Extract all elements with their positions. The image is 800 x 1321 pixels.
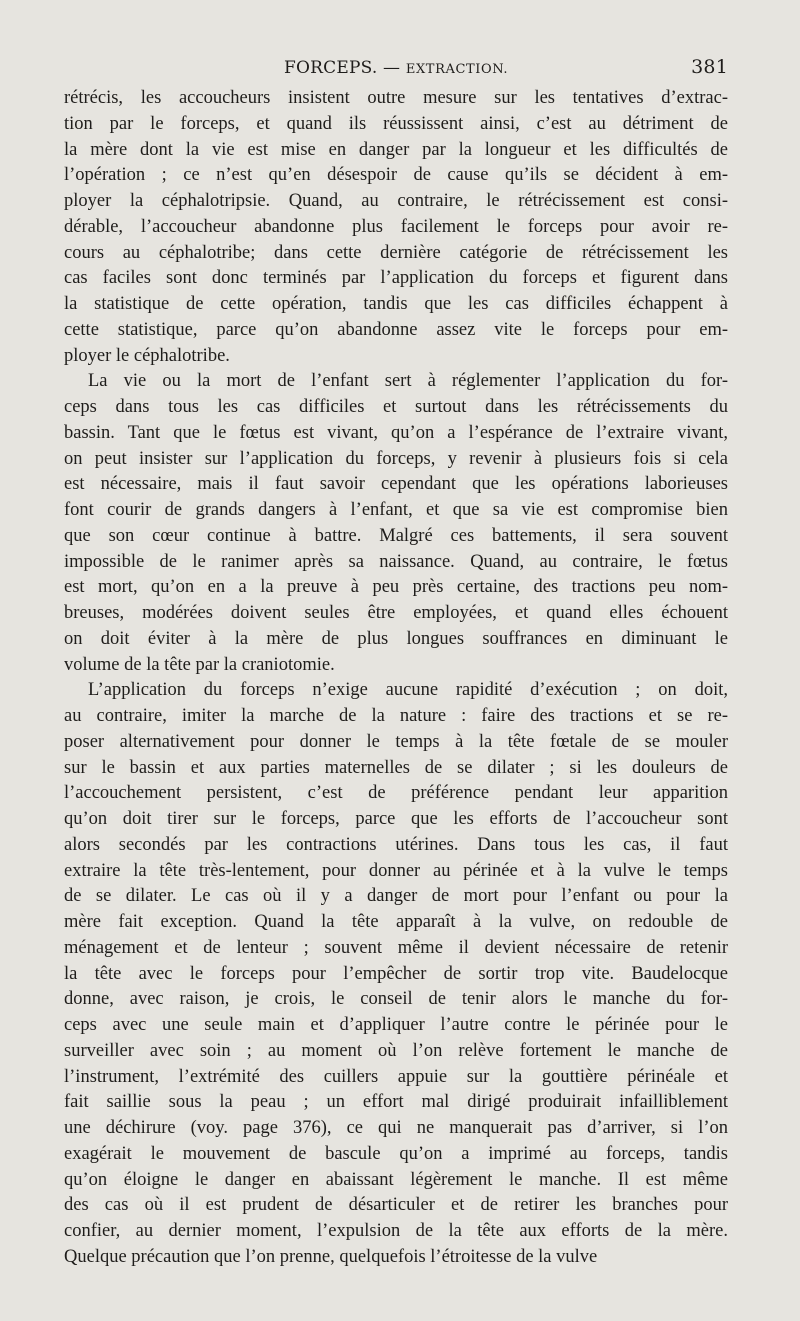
text-line: ployer la céphalotripsie. Quand, au contraire, le rétrécissement est consi- (64, 191, 728, 211)
text-line: tion par le forceps, et quand ils réussissent ainsi, c’est au détriment de (64, 113, 728, 134)
text-line: est nécessaire, mais il faut savoir cependant que les opérations laborieuses (64, 474, 728, 495)
text-line: font courir de grands dangers à l’enfant, et que sa vie est compromise bien (64, 500, 728, 520)
text-line: Quelque précaution que l’on prenne, quelquefois l’étroitesse de la vulve (64, 1246, 598, 1267)
running-title-sub: EXTRACTION. (405, 62, 509, 77)
text-line: impossible de le ranimer après sa naissance. Quand, au contraire, le fœtus (64, 551, 728, 572)
text-line: dérable, l’accoucheur abandonne plus facilement le forceps pour avoir re- (64, 216, 728, 237)
text-line: la mère dont la vie est mise en danger par la longueur et les difficultés de (64, 139, 728, 160)
running-head (64, 52, 728, 80)
text-line: mère fait exception. Quand la tête apparaît à la vulve, on redouble de (64, 912, 728, 932)
text-line: au contraire, imiter la marche de la nature : faire des tractions et se re- (64, 706, 728, 726)
text-line: que son cœur continue à battre. Malgré ces battements, il sera souvent (64, 525, 728, 546)
text-line: bassin. Tant que le fœtus est vivant, qu’on a l’espérance de l’extraire vivant, (64, 422, 728, 443)
text-line: extraire la tête très-lentement, pour donner au périnée et à la vulve le temps (64, 860, 728, 881)
page-number: 381 (691, 56, 728, 78)
text-line: de se dilater. Le cas où il y a danger de mort pour l’enfant ou pour la (64, 886, 728, 907)
text-line: cette statistique, parce qu’on abandonne assez vite le forceps pour em- (64, 319, 728, 340)
text-line: ceps avec une seule main et d’appliquer l’autre contre le périnée pour le (64, 1015, 728, 1035)
text-line: La vie ou la mort de l’enfant sert à réglementer l’application du for- (88, 371, 728, 392)
text-line: ceps dans tous les cas difficiles et surtout dans les rétrécissements du (64, 397, 728, 417)
running-title-dash: — (383, 58, 401, 78)
text-line: breuses, modérées doivent seules être employées, et quand elles échouent (64, 603, 728, 623)
paragraph (64, 369, 728, 678)
text-line: une déchirure (voy. page 376), ce qui ne manquerait pas d’arriver, si l’on (64, 1118, 728, 1138)
text-line: poser alternativement pour donner le temps à la tête fœtale de se mouler (64, 731, 728, 752)
text-line: est mort, qu’on en a la preuve à peu près certaine, des tractions peu nom- (64, 577, 728, 598)
text-line: ployer le céphalotribe. (64, 345, 230, 366)
text-line: la statistique de cette opération, tandis que les cas difficiles échappent à (64, 294, 728, 314)
text-line: surveiller avec soin ; au moment où l’on relève fortement le manche de (64, 1040, 728, 1061)
paragraph (64, 678, 728, 1270)
text-line: on peut insister sur l’application du forceps, y revenir à plusieurs fois si cela (64, 448, 728, 469)
running-title-main: FORCEPS. (284, 58, 378, 78)
running-title (284, 58, 508, 78)
paragraph (64, 86, 728, 369)
text-line: qu’on éloigne le danger en abaissant légèrement le manche. Il est même (64, 1169, 728, 1190)
text-line: exagérait le mouvement de bascule qu’on a imprimé au forceps, tandis (64, 1143, 728, 1164)
text-line: l’accouchement persistent, c’est de préférence pendant leur apparition (64, 783, 728, 804)
text-line: volume de la tête par la craniotomie. (64, 654, 335, 675)
text-line: fait saillie sous la peau ; un effort mal dirigé produirait infailliblement (64, 1092, 728, 1113)
text-line: l’instrument, l’extrémité des cuillers appuie sur la gouttière périnéale et (64, 1066, 728, 1087)
text-line: des cas où il est prudent de désarticuler et de retirer les branches pour (64, 1195, 728, 1216)
text-line: donne, avec raison, je crois, le conseil de tenir alors le manche du for- (64, 989, 728, 1010)
text-line: sur le bassin et aux parties maternelles de se dilater ; si les douleurs de (64, 757, 728, 778)
text-line: rétrécis, les accoucheurs insistent outre mesure sur les tentatives d’extrac- (64, 88, 728, 108)
body-text (64, 86, 728, 1271)
text-line: ménagement et de lenteur ; souvent même il devient nécessaire de retenir (64, 937, 728, 958)
text-line: la tête avec le forceps pour l’empêcher de sortir trop vite. Baudelocque (64, 963, 728, 984)
text-line: on doit éviter à la mère de plus longues souffrances en diminuant le (64, 628, 728, 649)
text-line: l’opération ; ce n’est qu’en désespoir de cause qu’ils se décident à em- (64, 165, 728, 186)
text-line: confier, au dernier moment, l’expulsion de la tête aux efforts de la mère. (64, 1221, 728, 1241)
text-line: alors secondés par les contractions utérines. Dans tous les cas, il faut (64, 834, 728, 855)
text-line: cours au céphalotribe; dans cette dernière catégorie de rétrécissement les (64, 242, 728, 263)
text-line: L’application du forceps n’exige aucune rapidité d’exécution ; on doit, (88, 680, 728, 701)
text-line: qu’on doit tirer sur le forceps, parce que les efforts de l’accoucheur sont (64, 809, 728, 829)
text-line: cas faciles sont donc terminés par l’application du forceps et figurent dans (64, 268, 728, 289)
